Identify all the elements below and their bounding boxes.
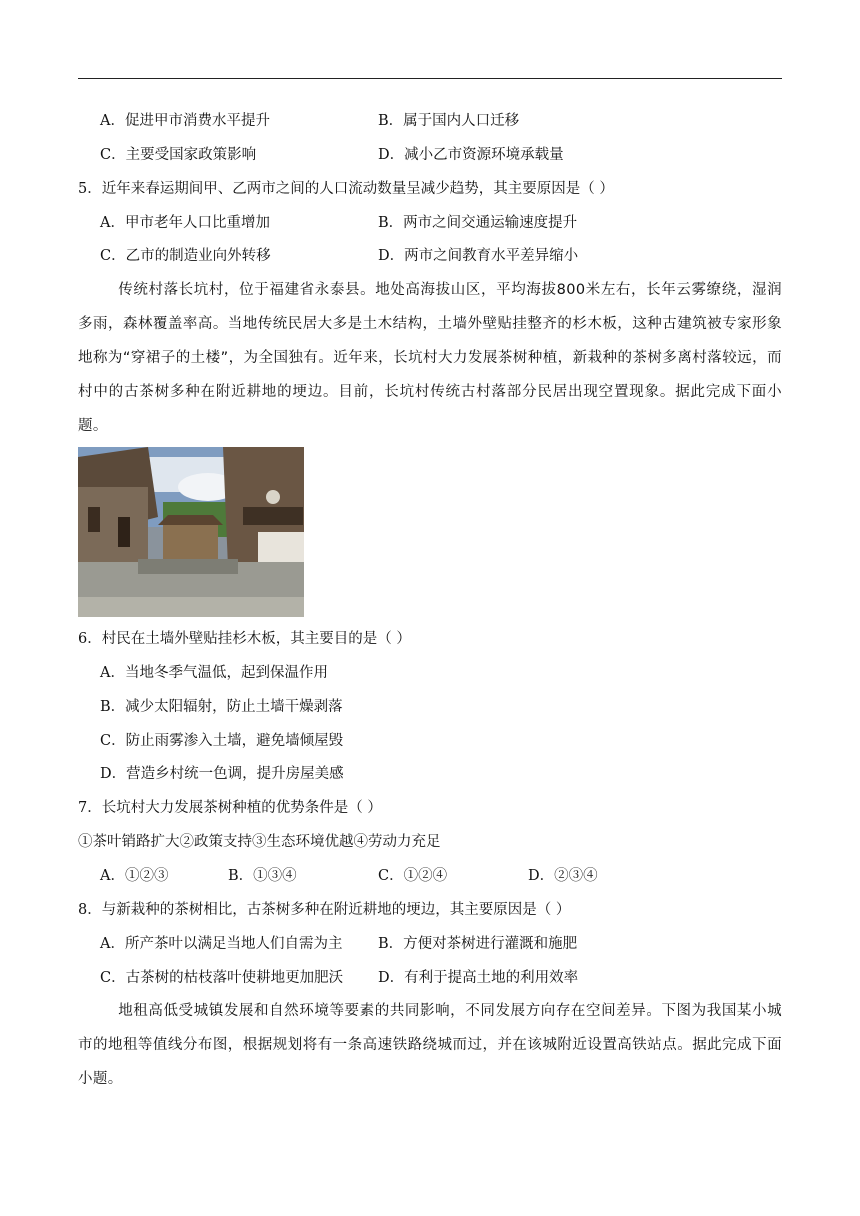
q7-option-d: D．②③④ — [528, 868, 598, 884]
q4-option-d: D．减小乙市资源环境承载量 — [378, 147, 564, 163]
q8-option-c: C．古茶树的枯枝落叶使耕地更加肥沃 — [100, 970, 344, 986]
q5-option-b: B．两市之间交通运输速度提升 — [378, 215, 578, 231]
village-photo — [78, 447, 304, 617]
q5-stem: 5．近年来春运期间甲、乙两市之间的人口流动数量呈减少趋势，其主要原因是（ ） — [78, 181, 614, 197]
q6-option-a: A．当地冬季气温低，起到保温作用 — [100, 665, 328, 681]
passage-land-rent — [78, 994, 782, 1096]
q4-option-b: B．属于国内人口迁移 — [378, 113, 520, 129]
q6-stem: 6．村民在土墙外壁贴挂杉木板，其主要目的是（ ） — [78, 631, 411, 647]
q4-option-c: C．主要受国家政策影响 — [100, 147, 257, 163]
q8-option-b: B．方便对茶树进行灌溉和施肥 — [378, 936, 578, 952]
q5-option-c: C．乙市的制造业向外转移 — [100, 248, 271, 264]
q7-conditions: ①茶叶销路扩大②政策支持③生态环境优越④劳动力充足 — [78, 834, 441, 850]
q6-option-c: C．防止雨雾渗入土墙，避免墙倾屋毁 — [100, 733, 344, 749]
header-rule — [78, 78, 782, 79]
passage-changkeng — [78, 273, 782, 443]
q7-option-a: A．①②③ — [100, 868, 169, 884]
q6-option-d: D．营造乡村统一色调，提升房屋美感 — [100, 766, 344, 782]
q8-option-d: D．有利于提高土地的利用效率 — [378, 970, 579, 986]
passage-land-rent-text: 地租高低受城镇发展和自然环境等要素的共同影响，不同发展方向存在空间差异。下图为我国某小城市的地租等值线分布图，根据规划将有一条高速铁路绕城而过，并在该城附近设置高铁站点。据此完成下面小题。 — [78, 1003, 782, 1087]
q5-option-d: D．两市之间教育水平差异缩小 — [378, 248, 579, 264]
q8-option-a: A．所产茶叶以满足当地人们自需为主 — [100, 936, 343, 952]
q4-option-a: A．促进甲市消费水平提升 — [100, 113, 270, 129]
q7-option-c: C．①②④ — [378, 868, 448, 884]
passage-changkeng-text: 传统村落长坑村，位于福建省永泰县。地处高海拔山区，平均海拔800米左右，长年云雾缭绕，湿润多雨，森林覆盖率高。当地传统民居大多是土木结构，土墙外壁贴挂整齐的杉木板，这种古建筑被专家形象地称为“穿裙子的土楼”，为全国独有。近年来，长坑村大力发展茶树种植，新栽种的茶树多离村落较远，而村中的古茶树多种在附近耕地的埂边。目前，长坑村传统古村落部分民居出现空置现象。据此完成下面小题。 — [78, 282, 782, 434]
q5-option-a: A．甲市老年人口比重增加 — [100, 215, 270, 231]
q7-stem: 7．长坑村大力发展茶树种植的优势条件是（ ） — [78, 800, 382, 816]
q8-stem: 8．与新栽种的茶树相比，古茶树多种在附近耕地的埂边，其主要原因是（ ） — [78, 902, 571, 918]
q6-option-b: B．减少太阳辐射，防止土墙干燥剥落 — [100, 699, 343, 715]
q7-option-b: B．①③④ — [228, 868, 297, 884]
